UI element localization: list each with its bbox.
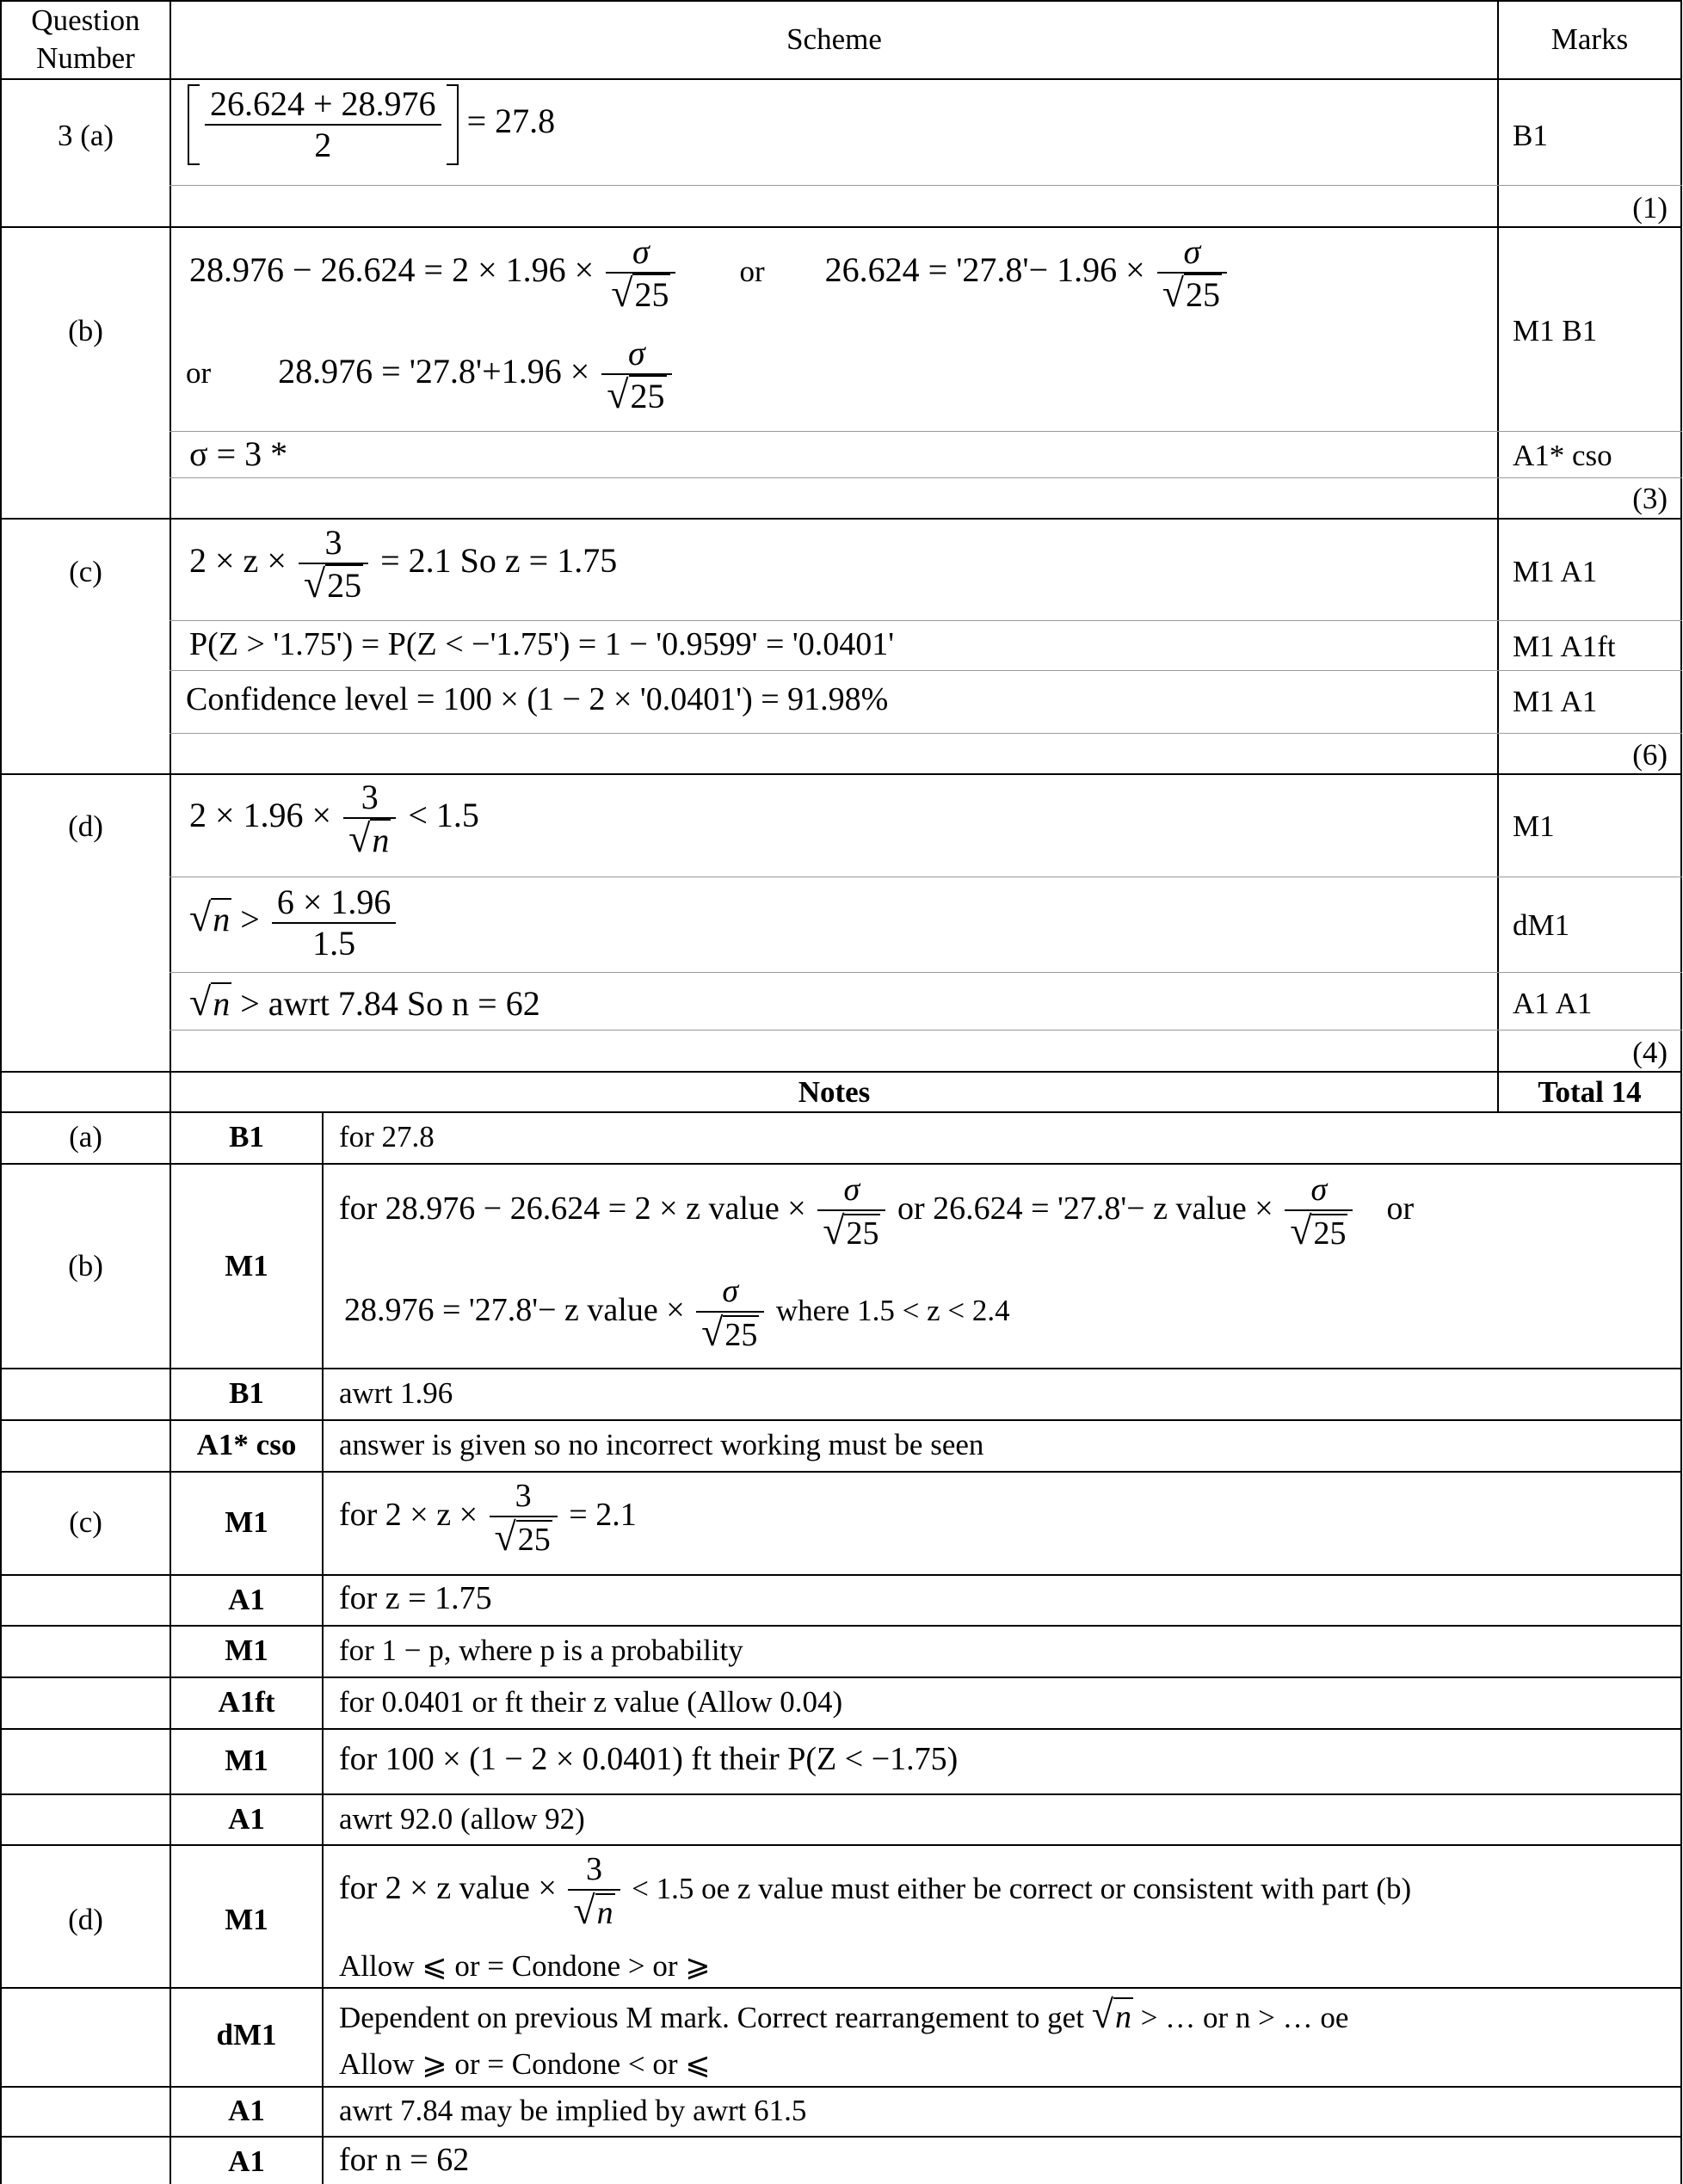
header-question-number: Question Number [31,3,140,75]
note-a-mark: B1 [229,1120,264,1154]
note-d-label: (d) [68,1903,103,1936]
header-scheme: Scheme [786,22,882,56]
note-c-a1ft-text: for 0.0401 or ft their z value (Allow 0.04) [339,1685,843,1719]
note-d-dm1-line2: Allow ⩾ or = Condone < or ⩽ [339,2047,711,2081]
note-c-a1b-mark: A1 [228,1802,265,1836]
note-b-b1-text: awrt 1.96 [339,1376,453,1410]
note-d-a1-mark: A1 [228,2094,265,2127]
part-d-mark3: A1 A1 [1513,987,1593,1020]
note-b-a1-text: answer is given so no incorrect working must be seen [339,1428,984,1461]
note-a-text: for 27.8 [339,1120,435,1154]
part-b-line3: σ = 3 * [189,434,288,473]
part-b-line1: 28.976 − 26.624 = 2 × 1.96 × $\frac{\sigma}{√25}$ or 26.624 = '27.8'− 1.96 × $\frac{\sigma}{√25}$ [189,232,1230,315]
part-d-label: (d) [68,809,103,843]
note-c-m1b-text: for 1 − p, where p is a probability [339,1633,743,1667]
note-b-m1-line2: 28.976 = '27.8'− z value × $\frac{\sigma}{√25}$ where 1.5 < z < 2.4 [344,1273,1010,1354]
part-d-mark2: dM1 [1513,908,1570,942]
part-c-line3: Confidence level = 100 × (1 − 2 × '0.0401') = 91.98% [186,681,889,717]
note-c-a1ft-mark: A1ft [218,1685,275,1719]
note-c-a1-mark: A1 [228,1583,265,1616]
note-c-m1c-mark: M1 [225,1744,268,1777]
note-d-a1-text: awrt 7.84 may be implied by awrt 61.5 [339,2094,807,2127]
header-marks: Marks [1550,22,1629,56]
part-b-mark1: M1 B1 [1513,314,1598,348]
part-c-label: (c) [69,555,102,588]
note-d-a1b-text: for n = 62 [339,2142,470,2178]
part-c-mark2: M1 A1ft [1513,630,1616,663]
part-d-line2: √n > $\frac{6 \times 1.96}{1.5}$ [189,883,399,963]
part-d-line1: 2 × 1.96 × $\frac{3}{√n}$ < 1.5 [189,778,479,860]
part-a-working: $\frac{26.624 + 28.976}{2}$ = 27.8 [188,84,555,165]
note-b-a1-mark: A1* cso [196,1428,297,1461]
part-c-mark1: M1 A1 [1513,555,1598,588]
part-c-line2: P(Z > '1.75') = P(Z < −'1.75') = 1 − '0.9599' = '0.0401' [189,626,895,662]
note-c-m1c-text: for 100 × (1 − 2 × 0.0401) ft their P(Z < −1.75) [339,1741,959,1777]
note-c-a1-text: for z = 1.75 [339,1580,492,1616]
part-c-mark3: M1 A1 [1513,685,1598,718]
part-a-total: (1) [1632,191,1668,225]
note-d-m1-line2: Allow ⩽ or = Condone > or ⩾ [339,1949,711,1983]
note-c-label: (c) [69,1505,102,1539]
part-a-mark: B1 [1513,119,1548,152]
note-d-m1-mark: M1 [225,1903,268,1936]
note-b-m1-line1: for 28.976 − 26.624 = 2 × z value × $\frac{\sigma}{√25}$ or 26.624 = '27.8'− z value × $\frac{\sigma}{√25}$ or [339,1172,1415,1252]
note-c-m1-mark: M1 [225,1505,268,1539]
part-a-label: 3 (a) [57,119,114,152]
part-c-line1: 2 × z × $\frac{3}{√25}$ = 2.1 So z = 1.75 [189,523,618,606]
note-d-m1-line1: for 2 × z value × $\frac{3}{√n}$ < 1.5 oe z value must either be correct or consistent with part (b) [339,1851,1412,1932]
note-d-dm1-line1: Dependent on previous M mark. Correct rearrangement to get √n > … or n > … oe [339,1992,1349,2036]
note-b-m1-mark: M1 [225,1249,268,1283]
note-c-m1b-mark: M1 [225,1633,268,1667]
part-d-total: (4) [1632,1036,1668,1069]
notes-total: Total 14 [1538,1075,1642,1109]
part-d-mark1: M1 [1513,809,1555,843]
note-b-label: (b) [68,1249,103,1283]
part-b-total: (3) [1632,482,1668,515]
part-b-label: (b) [68,314,103,348]
note-c-a1b-text: awrt 92.0 (allow 92) [339,1802,585,1836]
part-b-line2: or 28.976 = '27.8'+1.96 × $\frac{\sigma}{√25}$ [186,334,675,416]
note-b-b1-mark: B1 [229,1376,264,1410]
note-d-a1b-mark: A1 [228,2144,265,2178]
note-a-label: (a) [69,1120,102,1154]
part-b-mark2: A1* cso [1513,439,1612,472]
note-c-m1-text: for 2 × z × $\frac{3}{√25}$ = 2.1 [339,1478,637,1559]
part-c-total: (6) [1632,738,1668,772]
notes-title: Notes [798,1075,871,1109]
part-d-line3: √n > awrt 7.84 So n = 62 [189,980,540,1024]
note-d-dm1-mark: dM1 [216,2018,277,2052]
